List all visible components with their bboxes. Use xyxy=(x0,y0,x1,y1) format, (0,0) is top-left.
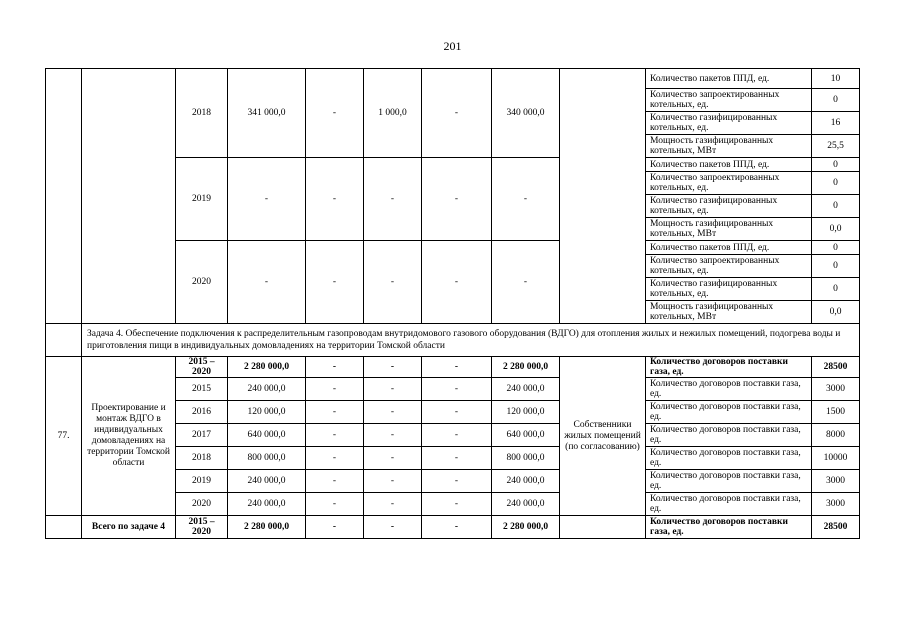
page-number: 201 xyxy=(443,39,462,53)
cell-value: 240 000,0 xyxy=(492,470,560,493)
cell-value: 640 000,0 xyxy=(228,424,306,447)
cell-year: 2020 xyxy=(176,241,228,324)
indicator-value: 3000 xyxy=(812,378,860,401)
indicator-label: Мощность газифицированных котельных, МВт xyxy=(646,301,812,324)
cell-value: - xyxy=(422,447,492,470)
cell-value: 2 280 000,0 xyxy=(228,516,306,539)
cell-value: 240 000,0 xyxy=(228,493,306,516)
cell-value: 240 000,0 xyxy=(492,493,560,516)
cell-year: 2015 – 2020 xyxy=(176,516,228,539)
indicator-value: 0 xyxy=(812,255,860,278)
cell-value: 640 000,0 xyxy=(492,424,560,447)
indicator-label: Количество газифицированных котельных, ед. xyxy=(646,195,812,218)
cell-number xyxy=(46,324,82,357)
cell-value: - xyxy=(422,470,492,493)
indicator-label: Количество запроектированных котельных, ед. xyxy=(646,255,812,278)
cell-value: 800 000,0 xyxy=(228,447,306,470)
indicator-value: 3000 xyxy=(812,470,860,493)
indicator-label: Количество газифицированных котельных, ед. xyxy=(646,112,812,135)
cell-value: 2 280 000,0 xyxy=(492,357,560,378)
indicator-label: Мощность газифицированных котельных, МВт xyxy=(646,218,812,241)
cell-value: - xyxy=(422,378,492,401)
task-4-title: Задача 4. Обеспечение подключения к распределительным газопроводам внутридомового газового оборудования (ВДГО) для отопления жилых и нежилых помещений, подогрева воды и приготовления пищи в индивидуальных домовладениях на территории Томской области xyxy=(82,324,860,357)
indicator-label: Количество пакетов ППД, ед. xyxy=(646,241,812,255)
total-label: Всего по задаче 4 xyxy=(82,516,176,539)
cell-name xyxy=(82,69,176,324)
indicator-value: 28500 xyxy=(812,357,860,378)
cell-number xyxy=(46,69,82,324)
cell-value: - xyxy=(364,470,422,493)
cell-value: 1 000,0 xyxy=(364,69,422,158)
indicator-value: 0 xyxy=(812,241,860,255)
cell-value: - xyxy=(306,158,364,241)
indicator-value: 0 xyxy=(812,158,860,172)
cell-executor xyxy=(560,516,646,539)
indicator-label: Количество пакетов ППД, ед. xyxy=(646,69,812,89)
indicator-label: Количество договоров поставки газа, ед. xyxy=(646,447,812,470)
indicator-label: Количество договоров поставки газа, ед. xyxy=(646,378,812,401)
indicator-value: 0,0 xyxy=(812,218,860,241)
indicator-label: Мощность газифицированных котельных, МВт xyxy=(646,135,812,158)
cell-value: - xyxy=(306,516,364,539)
indicator-value: 0 xyxy=(812,278,860,301)
cell-value: 120 000,0 xyxy=(228,401,306,424)
indicator-value: 0 xyxy=(812,172,860,195)
cell-value: - xyxy=(422,241,492,324)
indicator-value: 8000 xyxy=(812,424,860,447)
cell-value: - xyxy=(364,158,422,241)
cell-value: 2 280 000,0 xyxy=(228,357,306,378)
cell-value: - xyxy=(422,493,492,516)
indicator-value: 0,0 xyxy=(812,301,860,324)
cell-value: - xyxy=(492,158,560,241)
indicator-label: Количество договоров поставки газа, ед. xyxy=(646,470,812,493)
cell-value: - xyxy=(422,516,492,539)
cell-value: - xyxy=(306,470,364,493)
indicator-value: 3000 xyxy=(812,493,860,516)
cell-year: 2015 – 2020 xyxy=(176,357,228,378)
cell-year: 2019 xyxy=(176,470,228,493)
cell-year: 2017 xyxy=(176,424,228,447)
indicator-label: Количество пакетов ППД, ед. xyxy=(646,158,812,172)
cell-year: 2016 xyxy=(176,401,228,424)
cell-value: - xyxy=(306,241,364,324)
cell-year: 2015 xyxy=(176,378,228,401)
indicator-value: 28500 xyxy=(812,516,860,539)
cell-value: - xyxy=(306,447,364,470)
indicator-value: 16 xyxy=(812,112,860,135)
indicator-value: 25,5 xyxy=(812,135,860,158)
cell-value: 800 000,0 xyxy=(492,447,560,470)
item-executor: Собственники жилых помещений (по согласованию) xyxy=(560,357,646,516)
indicator-label: Количество договоров поставки газа, ед. xyxy=(646,401,812,424)
cell-value: - xyxy=(364,378,422,401)
cell-year: 2018 xyxy=(176,447,228,470)
cell-value: - xyxy=(306,493,364,516)
indicator-value: 1500 xyxy=(812,401,860,424)
cell-value: - xyxy=(422,424,492,447)
cell-value: 340 000,0 xyxy=(492,69,560,158)
cell-value: - xyxy=(364,424,422,447)
cell-year: 2018 xyxy=(176,69,228,158)
program-table xyxy=(45,68,860,539)
indicator-label: Количество договоров поставки газа, ед. xyxy=(646,516,812,539)
cell-value: - xyxy=(492,241,560,324)
cell-value: 240 000,0 xyxy=(492,378,560,401)
cell-value: - xyxy=(306,69,364,158)
cell-value: - xyxy=(306,424,364,447)
cell-value: 120 000,0 xyxy=(492,401,560,424)
total-row xyxy=(46,516,860,539)
indicator-label: Количество запроектированных котельных, ед. xyxy=(646,89,812,112)
indicator-label: Количество газифицированных котельных, ед. xyxy=(646,278,812,301)
cell-value: - xyxy=(364,493,422,516)
cell-value: 240 000,0 xyxy=(228,378,306,401)
cell-value: - xyxy=(364,401,422,424)
cell-year: 2019 xyxy=(176,158,228,241)
cell-value: - xyxy=(422,357,492,378)
cell-value: - xyxy=(364,357,422,378)
indicator-value: 10 xyxy=(812,69,860,89)
indicator-value: 0 xyxy=(812,89,860,112)
item-number: 77. xyxy=(46,357,82,516)
cell-value: 341 000,0 xyxy=(228,69,306,158)
cell-value: - xyxy=(228,241,306,324)
cell-year: 2020 xyxy=(176,493,228,516)
cell-value: 240 000,0 xyxy=(228,470,306,493)
cell-value: - xyxy=(422,69,492,158)
cell-executor xyxy=(560,69,646,324)
indicator-label: Количество договоров поставки газа, ед. xyxy=(646,493,812,516)
cell-value: - xyxy=(422,401,492,424)
table-row xyxy=(46,357,860,378)
cell-value: - xyxy=(228,158,306,241)
cell-value: - xyxy=(306,401,364,424)
indicator-value: 10000 xyxy=(812,447,860,470)
indicator-label: Количество договоров поставки газа, ед. xyxy=(646,424,812,447)
cell-value: - xyxy=(364,447,422,470)
cell-value: - xyxy=(422,158,492,241)
indicator-value: 0 xyxy=(812,195,860,218)
indicator-label: Количество запроектированных котельных, ед. xyxy=(646,172,812,195)
cell-value: 2 280 000,0 xyxy=(492,516,560,539)
item-name: Проектирование и монтаж ВДГО в индивидуальных домовладениях на территории Томской области xyxy=(82,357,176,516)
cell-value: - xyxy=(306,378,364,401)
task-row xyxy=(46,324,860,357)
cell-value: - xyxy=(364,516,422,539)
cell-value: - xyxy=(306,357,364,378)
cell-value: - xyxy=(364,241,422,324)
cell-number xyxy=(46,516,82,539)
table-row xyxy=(46,69,860,89)
indicator-label: Количество договоров поставки газа, ед. xyxy=(646,357,812,378)
